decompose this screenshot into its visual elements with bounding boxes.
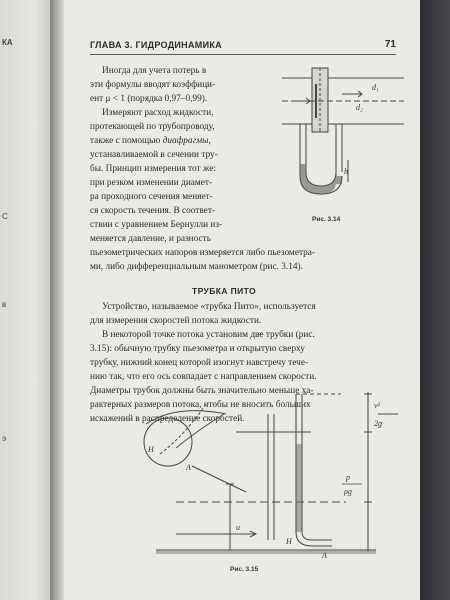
text-line: Иногда для учета потерь в xyxy=(102,66,207,76)
figure-caption: Рис. 3.14 xyxy=(312,216,341,223)
section-title: ТРУБКА ПИТО xyxy=(192,286,257,296)
prev-page-fragment: э xyxy=(2,434,7,443)
text-line: бы. Принцип измерения тот же: xyxy=(90,164,216,174)
book-gutter xyxy=(50,0,64,600)
figure-caption: Рис. 3.15 xyxy=(230,566,259,573)
previous-page-edge xyxy=(0,0,50,600)
text-line: рактерных размеров потока, чтобы не вносить больших xyxy=(90,400,311,410)
text-line: ра проходного сечения меняет- xyxy=(90,192,213,202)
prev-page-fragment: в xyxy=(2,300,7,309)
text-line: устанавливаемой в сечении тру- xyxy=(90,150,218,160)
book-cover-edge xyxy=(420,0,450,600)
text-line: ствии с уравнением Бернулли из- xyxy=(90,220,223,230)
page-number: 71 xyxy=(384,39,396,50)
book-page xyxy=(64,0,420,600)
label-v2: v² xyxy=(374,401,380,410)
text-line: ми, либо дифференциальным манометром (рис. 3.14). xyxy=(90,262,303,272)
text-line: ся скорость течения. В соответ- xyxy=(90,206,215,216)
label-A-inset: A xyxy=(186,463,191,472)
text-line: пьезометрических напоров измеряется либо пьезометра- xyxy=(90,248,315,258)
text-line: Устройство, называемое «трубка Пито», используется xyxy=(102,302,316,312)
label-2g: 2g xyxy=(374,419,382,428)
label-H: H xyxy=(286,537,292,546)
text-line: эти формулы вводят коэффици- xyxy=(90,80,216,90)
text-line: нию так, что его ось совпадает с направлением скорости. xyxy=(90,372,317,382)
text-line: для измерения скоростей потока жидкости. xyxy=(90,316,262,326)
text-line: Измеряют расход жидкости, xyxy=(102,108,214,118)
text-line: протекающей по трубопроводу, xyxy=(90,122,215,132)
label-H-inset: H xyxy=(148,445,154,454)
text-line xyxy=(90,136,211,147)
text-line: трубку, нижний конец которой изогнут навстречу тече- xyxy=(90,358,309,368)
text-line: ент μ < 1 (порядка 0,97–0,99). xyxy=(90,94,208,104)
label-u: u xyxy=(236,523,240,532)
label-p: p xyxy=(346,473,350,482)
text-line: 3.15): обычную трубку пьезометра и открытую сверху xyxy=(90,344,305,354)
label-h: h xyxy=(344,167,348,176)
text-line: при резком изменении диамет- xyxy=(90,178,213,188)
label-rho-g: ρg xyxy=(344,487,352,496)
running-header xyxy=(90,40,396,55)
prev-page-fragment: КА xyxy=(2,38,13,47)
figure-3-14-diaphragm xyxy=(282,64,404,214)
chapter-title: ГЛАВА 3. ГИДРОДИНАМИКА xyxy=(90,40,222,50)
label-d2: d₂ xyxy=(356,103,363,112)
text-fragment: также с помощью xyxy=(90,136,161,146)
figure-3-15-pitot-tube xyxy=(136,384,406,560)
text-line: Диаметры трубок должны быть значительно меньше ха- xyxy=(90,386,314,396)
text-line: В некоторой точке потока установим две трубки (рис. xyxy=(102,330,315,340)
term-diaphragm: диафрагмы, xyxy=(162,136,211,146)
text-line: меняется давление, и разность xyxy=(90,234,211,244)
label-A: A xyxy=(322,551,327,560)
text-line: искажений в распределение скоростей. xyxy=(90,414,245,424)
prev-page-fragment: С xyxy=(2,212,8,221)
label-d1: d₁ xyxy=(372,83,379,92)
